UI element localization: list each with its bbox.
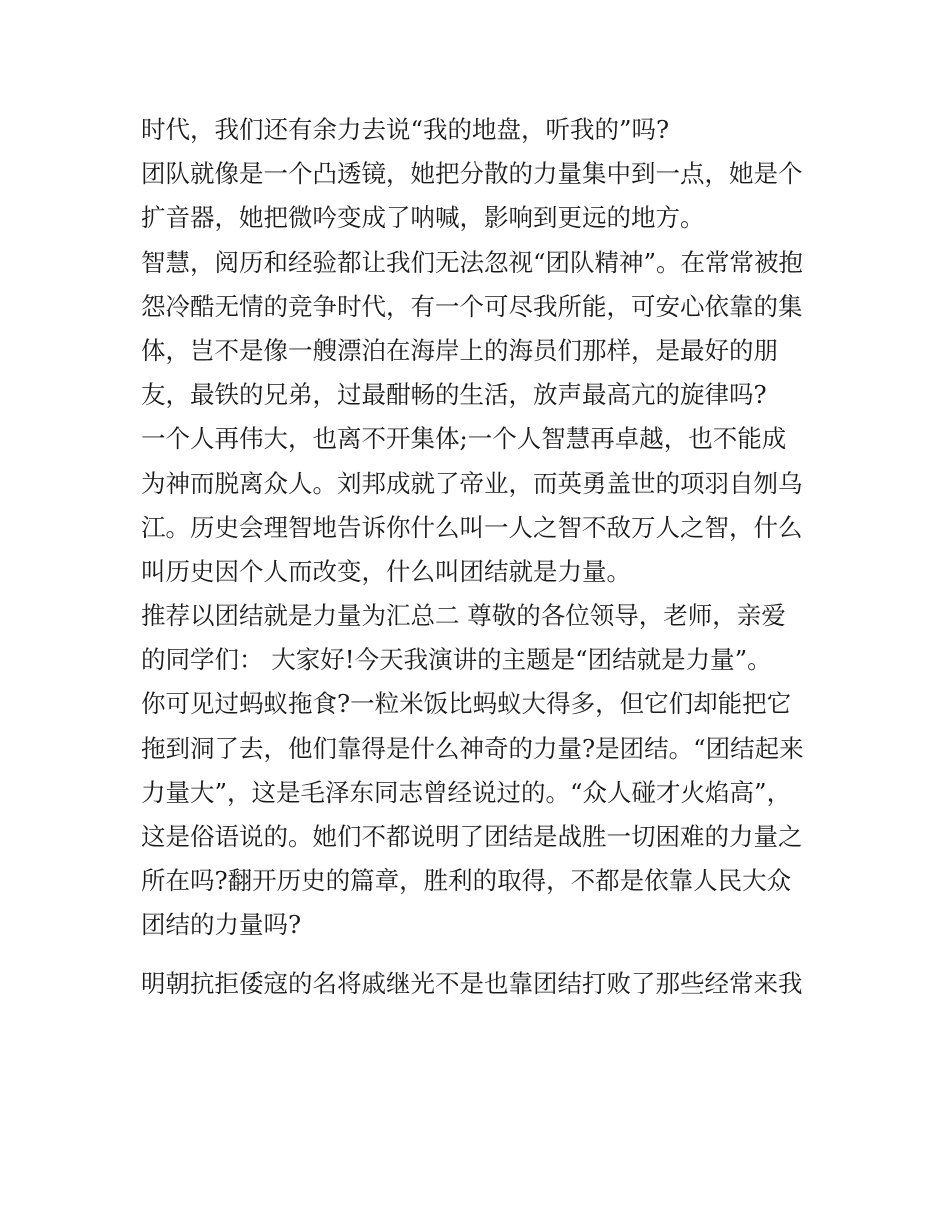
text-line: 团结的力量吗? (141, 910, 302, 940)
body-text (141, 108, 821, 1006)
text-line: 所在吗?翻开历史的篇章，胜利的取得，不都是依靠人民大众 (141, 866, 792, 896)
text-line: 这是俗语说的。她们不都说明了团结是战胜一切困难的力量之 (141, 822, 803, 851)
text-line: 一个人再伟大，也离不开集体;一个人智慧再卓越，也不能成 (141, 424, 787, 454)
text-line: 明朝抗拒倭寇的名将戚继光不是也靠团结打败了那些经常来我 (141, 968, 803, 998)
text-line: 时代，我们还有余力去说“我的地盘，听我的”吗? (141, 115, 670, 144)
text-line: 推荐以团结就是力量为汇总二 尊敬的各位领导，老师，亲爱 (141, 601, 786, 631)
text-line: 团队就像是一个凸透镜，她把分散的力量集中到一点，她是个 (141, 159, 803, 189)
text-line: 怨冷酷无情的竞争时代，有一个可尽我所能，可安心依靠的集 (141, 291, 803, 321)
text-line: 体，岂不是像一艘漂泊在海岸上的海员们那样，是最好的朋 (141, 335, 778, 365)
text-line: 扩音器，她把微吟变成了呐喊，影响到更远的地方。 (141, 203, 705, 233)
text-line: 友，最铁的兄弟，过最酣畅的生活，放声最高亢的旋律吗? (141, 380, 767, 410)
text-line: 叫历史因个人而改变，什么叫团结就是力量。 (141, 556, 631, 586)
text-line: 的同学们： 大家好!今天我演讲的主题是“团结就是力量”。 (141, 645, 772, 675)
text-line: 为神而脱离众人。刘邦成就了帝业，而英勇盖世的项羽自刎乌 (141, 468, 803, 498)
text-line: 力量大”，这是毛泽东同志曾经说过的。“众人碰才火焰高”， (141, 777, 792, 807)
text-line: 江。历史会理智地告诉你什么叫一人之智不敌万人之智，什么 (141, 512, 803, 542)
text-line: 智慧，阅历和经验都让我们无法忽视“团队精神”。在常常被抱 (141, 247, 804, 277)
text-line: 你可见过蚂蚁拖食?一粒米饭比蚂蚁大得多，但它们却能把它 (141, 689, 792, 719)
text-line: 拖到洞了去，他们靠得是什么神奇的力量?是团结。“团结起来 (141, 733, 804, 763)
paragraph-gap (141, 948, 821, 962)
